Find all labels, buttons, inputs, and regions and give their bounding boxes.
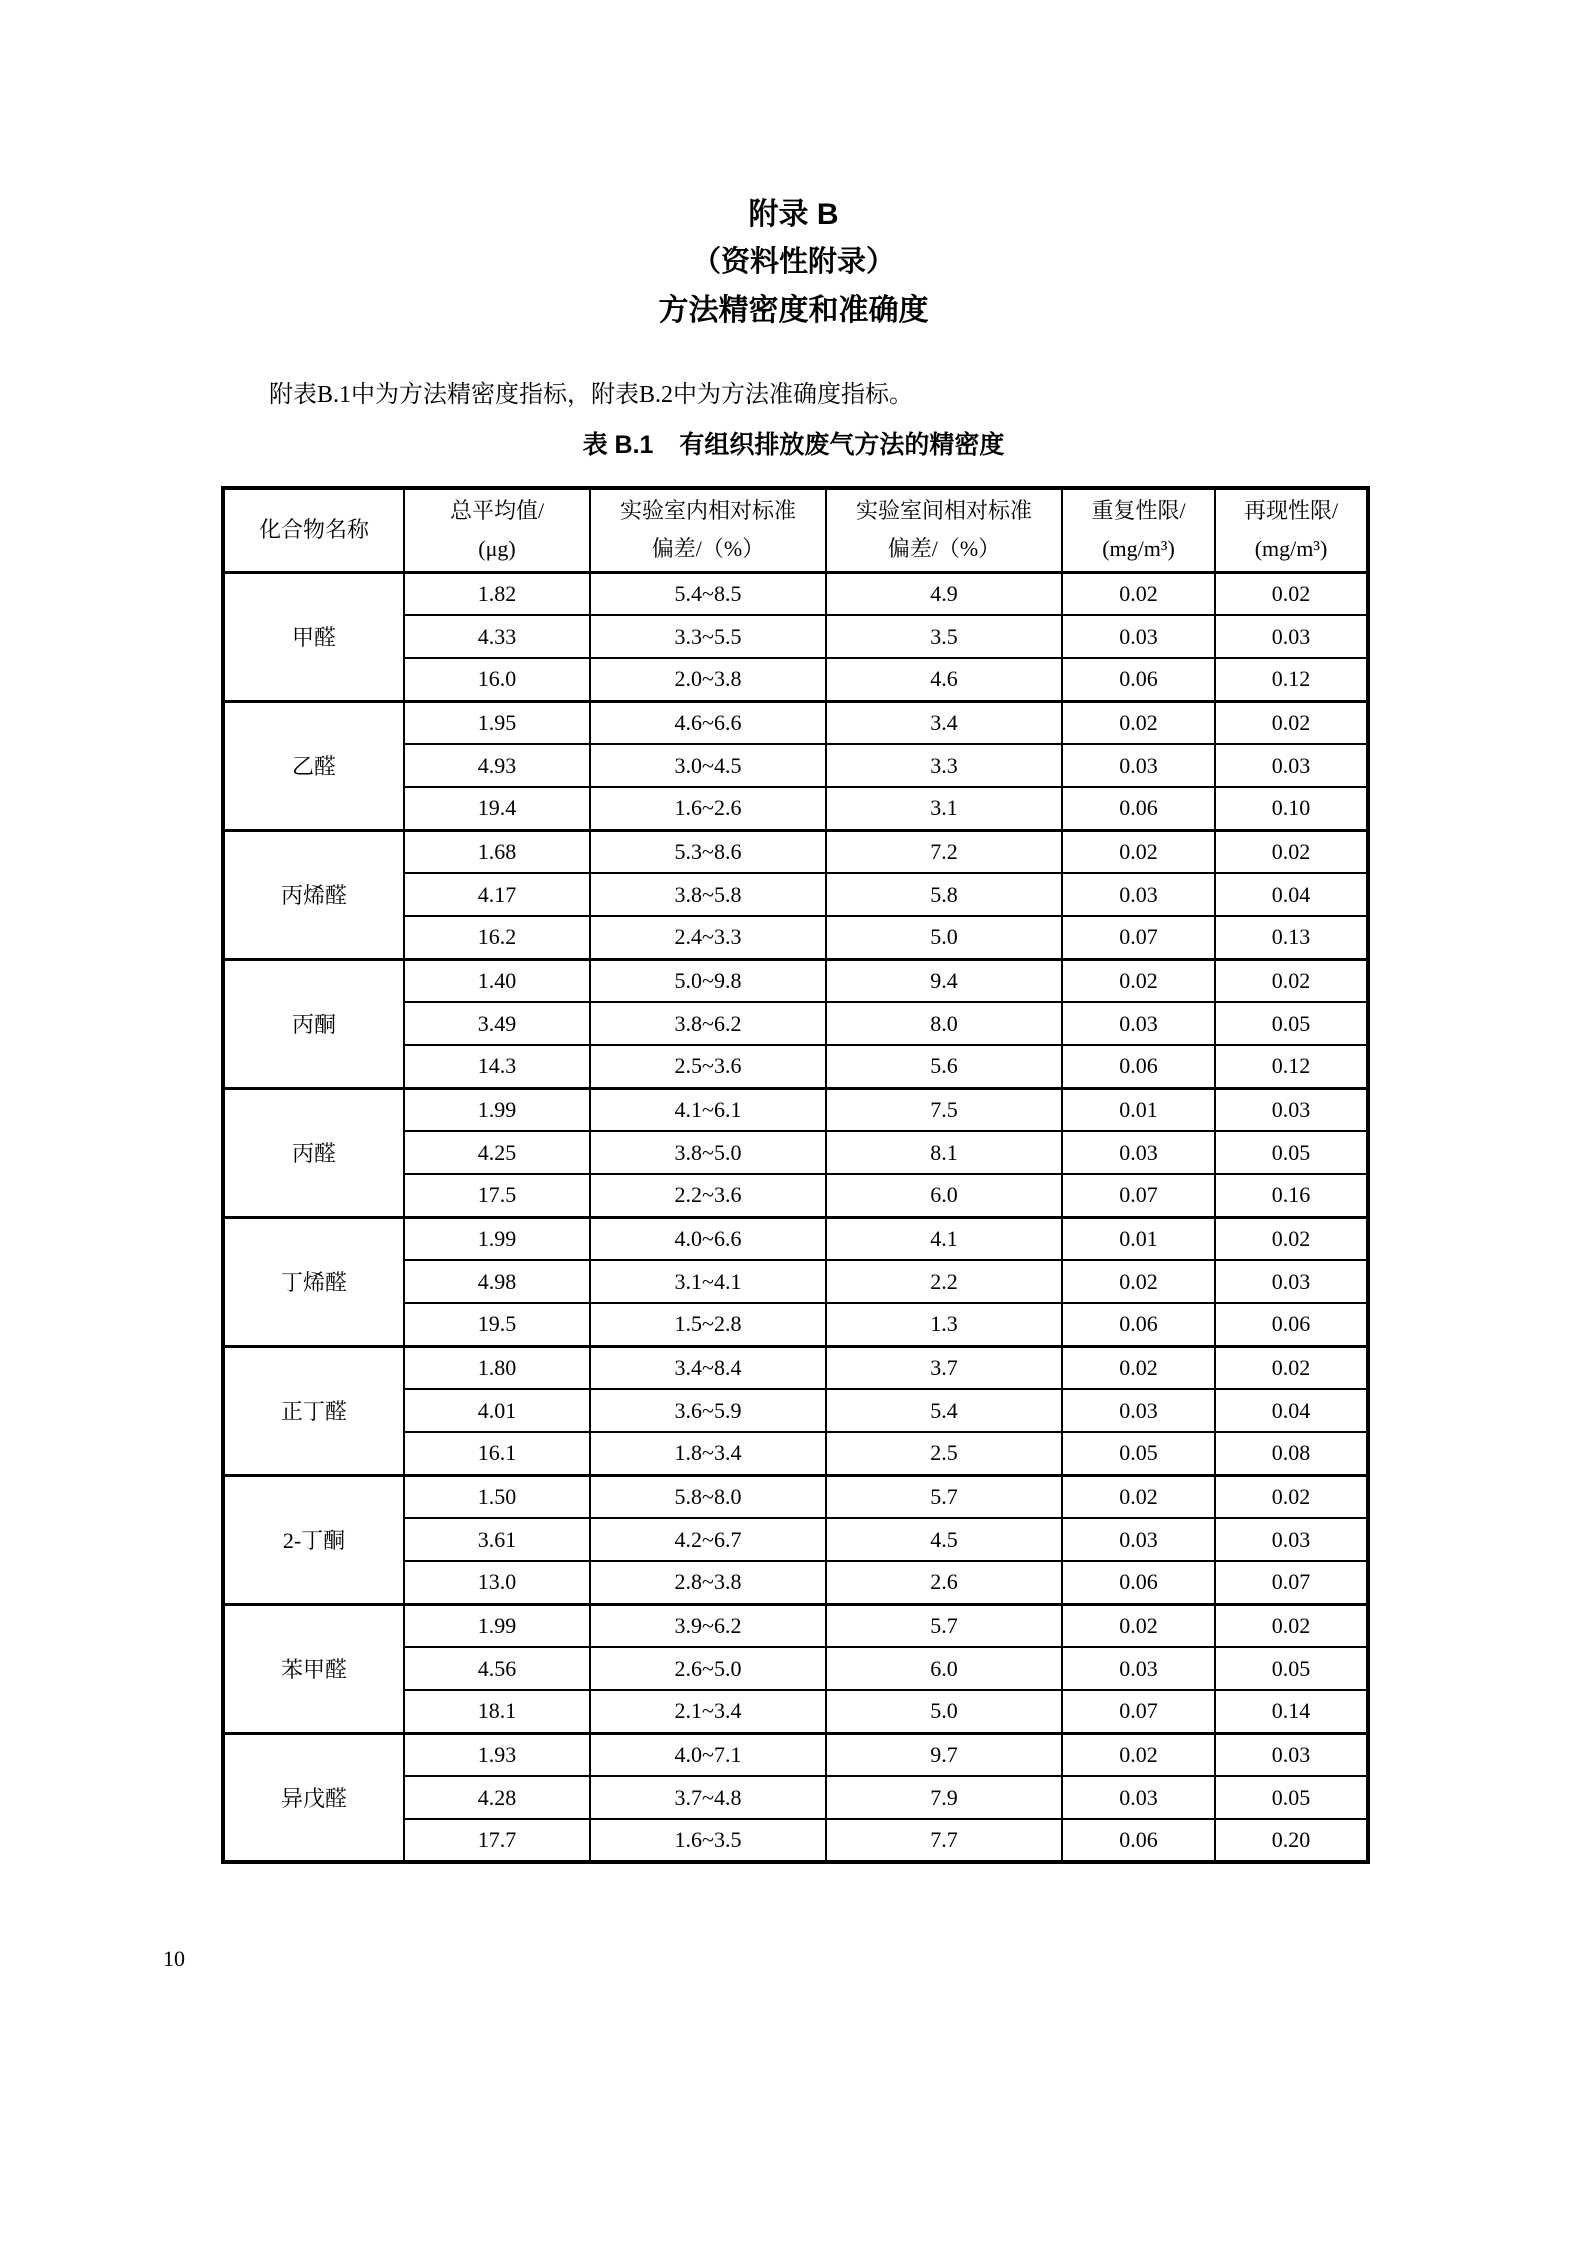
value-cell: 0.07: [1062, 1174, 1215, 1217]
value-cell: 5.7: [826, 1604, 1062, 1647]
value-cell: 5.7: [826, 1475, 1062, 1518]
value-cell: 2.0~3.8: [590, 658, 826, 701]
value-cell: 4.9: [826, 572, 1062, 615]
value-cell: 19.5: [404, 1303, 590, 1346]
value-cell: 3.1~4.1: [590, 1260, 826, 1303]
value-cell: 0.02: [1062, 1733, 1215, 1776]
table-row: [223, 1346, 1368, 1389]
value-cell: 4.6: [826, 658, 1062, 701]
value-cell: 1.3: [826, 1303, 1062, 1346]
table-row: [223, 1604, 1368, 1647]
appendix-heading: 方法精密度和准确度: [658, 294, 929, 327]
value-cell: 3.3: [826, 744, 1062, 787]
value-cell: 3.4: [826, 701, 1062, 744]
compound-name-cell: 苯甲醛: [223, 1604, 404, 1733]
value-cell: 0.02: [1062, 1475, 1215, 1518]
value-cell: 0.03: [1062, 1776, 1215, 1819]
value-cell: 0.07: [1062, 1690, 1215, 1733]
compound-name-cell: 2-丁酮: [223, 1475, 404, 1604]
value-cell: 0.03: [1062, 1647, 1215, 1690]
value-cell: 0.05: [1215, 1002, 1368, 1045]
value-cell: 0.14: [1215, 1690, 1368, 1733]
value-cell: 3.8~5.0: [590, 1131, 826, 1174]
value-cell: 0.16: [1215, 1174, 1368, 1217]
value-cell: 1.82: [404, 572, 590, 615]
table-caption-label: 表 B.1: [582, 431, 654, 459]
value-cell: 1.50: [404, 1475, 590, 1518]
value-cell: 0.03: [1215, 1518, 1368, 1561]
value-cell: 8.0: [826, 1002, 1062, 1045]
value-cell: 2.6~5.0: [590, 1647, 826, 1690]
value-cell: 0.03: [1215, 1088, 1368, 1131]
value-cell: 0.04: [1215, 1389, 1368, 1432]
compound-name-cell: 甲醛: [223, 572, 404, 701]
value-cell: 3.7~4.8: [590, 1776, 826, 1819]
value-cell: 4.93: [404, 744, 590, 787]
value-cell: 0.12: [1215, 658, 1368, 701]
value-cell: 13.0: [404, 1561, 590, 1604]
value-cell: 0.06: [1215, 1303, 1368, 1346]
value-cell: 4.56: [404, 1647, 590, 1690]
table-row: [223, 1733, 1368, 1776]
value-cell: 1.8~3.4: [590, 1432, 826, 1475]
value-cell: 17.7: [404, 1819, 590, 1862]
value-cell: 0.20: [1215, 1819, 1368, 1862]
value-cell: 3.0~4.5: [590, 744, 826, 787]
table-body: [223, 572, 1368, 1862]
value-cell: 0.06: [1062, 787, 1215, 830]
value-cell: 0.06: [1062, 1561, 1215, 1604]
value-cell: 5.0: [826, 1690, 1062, 1733]
value-cell: 0.06: [1062, 658, 1215, 701]
value-cell: 0.10: [1215, 787, 1368, 830]
value-cell: 0.04: [1215, 873, 1368, 916]
page-number: 10: [163, 1946, 185, 1971]
value-cell: 4.0~6.6: [590, 1217, 826, 1260]
value-cell: 3.1: [826, 787, 1062, 830]
value-cell: 0.03: [1062, 1389, 1215, 1432]
value-cell: 3.7: [826, 1346, 1062, 1389]
intro-paragraph: 附表B.1中为方法精密度指标，附表B.2中为方法准确度指标。: [269, 382, 914, 408]
value-cell: 0.03: [1062, 615, 1215, 658]
value-cell: 0.02: [1215, 701, 1368, 744]
value-cell: 14.3: [404, 1045, 590, 1088]
compound-name-cell: 乙醛: [223, 701, 404, 830]
value-cell: 0.02: [1215, 1217, 1368, 1260]
value-cell: 2.2: [826, 1260, 1062, 1303]
value-cell: 4.33: [404, 615, 590, 658]
value-cell: 3.6~5.9: [590, 1389, 826, 1432]
table-row: [223, 1475, 1368, 1518]
value-cell: 0.01: [1062, 1088, 1215, 1131]
value-cell: 1.80: [404, 1346, 590, 1389]
value-cell: 4.2~6.7: [590, 1518, 826, 1561]
compound-name-cell: 丙醛: [223, 1088, 404, 1217]
value-cell: 3.9~6.2: [590, 1604, 826, 1647]
value-cell: 9.7: [826, 1733, 1062, 1776]
value-cell: 0.03: [1215, 1733, 1368, 1776]
value-cell: 4.01: [404, 1389, 590, 1432]
table-row: [223, 1088, 1368, 1131]
value-cell: 4.17: [404, 873, 590, 916]
value-cell: 1.5~2.8: [590, 1303, 826, 1346]
value-cell: 0.03: [1062, 1002, 1215, 1045]
table-header-row: [223, 488, 1368, 572]
value-cell: 5.4: [826, 1389, 1062, 1432]
value-cell: 0.03: [1215, 744, 1368, 787]
value-cell: 0.07: [1062, 916, 1215, 959]
value-cell: 9.4: [826, 959, 1062, 1002]
value-cell: 16.0: [404, 658, 590, 701]
value-cell: 4.1: [826, 1217, 1062, 1260]
col-header-interlab-rsd: 实验室间相对标准 偏差/（%）: [826, 488, 1062, 572]
value-cell: 0.05: [1215, 1776, 1368, 1819]
value-cell: 16.2: [404, 916, 590, 959]
col-header-repeatability-limit: 重复性限/ (mg/m³): [1062, 488, 1215, 572]
table-row: [223, 572, 1368, 615]
value-cell: 5.4~8.5: [590, 572, 826, 615]
value-cell: 5.6: [826, 1045, 1062, 1088]
table-row: [223, 830, 1368, 873]
value-cell: 1.99: [404, 1604, 590, 1647]
table-row: [223, 701, 1368, 744]
value-cell: 2.2~3.6: [590, 1174, 826, 1217]
value-cell: 1.95: [404, 701, 590, 744]
value-cell: 0.05: [1215, 1647, 1368, 1690]
value-cell: 0.06: [1062, 1819, 1215, 1862]
value-cell: 3.4~8.4: [590, 1346, 826, 1389]
value-cell: 5.3~8.6: [590, 830, 826, 873]
value-cell: 1.6~2.6: [590, 787, 826, 830]
value-cell: 0.02: [1215, 830, 1368, 873]
value-cell: 0.02: [1215, 1604, 1368, 1647]
value-cell: 6.0: [826, 1174, 1062, 1217]
value-cell: 0.03: [1215, 1260, 1368, 1303]
value-cell: 0.02: [1215, 572, 1368, 615]
value-cell: 0.06: [1062, 1303, 1215, 1346]
value-cell: 0.02: [1062, 1260, 1215, 1303]
value-cell: 8.1: [826, 1131, 1062, 1174]
value-cell: 4.25: [404, 1131, 590, 1174]
value-cell: 6.0: [826, 1647, 1062, 1690]
value-cell: 3.8~5.8: [590, 873, 826, 916]
col-header-reproducibility-limit: 再现性限/ (mg/m³): [1215, 488, 1368, 572]
value-cell: 3.5: [826, 615, 1062, 658]
value-cell: 0.03: [1062, 873, 1215, 916]
compound-name-cell: 正丁醛: [223, 1346, 404, 1475]
value-cell: 0.05: [1215, 1131, 1368, 1174]
value-cell: 7.9: [826, 1776, 1062, 1819]
value-cell: 0.08: [1215, 1432, 1368, 1475]
value-cell: 1.99: [404, 1088, 590, 1131]
value-cell: 4.98: [404, 1260, 590, 1303]
value-cell: 3.3~5.5: [590, 615, 826, 658]
page-content: [221, 0, 1366, 1864]
value-cell: 0.03: [1062, 1131, 1215, 1174]
compound-name-cell: 丙酮: [223, 959, 404, 1088]
table-caption: [221, 430, 1366, 460]
appendix-title: 附录 B: [748, 198, 839, 231]
value-cell: 1.99: [404, 1217, 590, 1260]
value-cell: 0.03: [1062, 744, 1215, 787]
value-cell: 0.01: [1062, 1217, 1215, 1260]
value-cell: 0.05: [1062, 1432, 1215, 1475]
value-cell: 2.5: [826, 1432, 1062, 1475]
value-cell: 1.68: [404, 830, 590, 873]
value-cell: 4.5: [826, 1518, 1062, 1561]
value-cell: 4.28: [404, 1776, 590, 1819]
value-cell: 0.02: [1062, 1346, 1215, 1389]
compound-name-cell: 丁烯醛: [223, 1217, 404, 1346]
value-cell: 19.4: [404, 787, 590, 830]
value-cell: 4.1~6.1: [590, 1088, 826, 1131]
value-cell: 3.61: [404, 1518, 590, 1561]
col-header-total-average: 总平均值/ (μg): [404, 488, 590, 572]
appendix-subtitle: （资料性附录）: [691, 246, 895, 278]
value-cell: 2.6: [826, 1561, 1062, 1604]
value-cell: 0.02: [1215, 959, 1368, 1002]
value-cell: 17.5: [404, 1174, 590, 1217]
compound-name-cell: 丙烯醛: [223, 830, 404, 959]
value-cell: 4.0~7.1: [590, 1733, 826, 1776]
value-cell: 0.02: [1215, 1346, 1368, 1389]
value-cell: 16.1: [404, 1432, 590, 1475]
value-cell: 7.5: [826, 1088, 1062, 1131]
value-cell: 2.4~3.3: [590, 916, 826, 959]
value-cell: 5.0~9.8: [590, 959, 826, 1002]
value-cell: 3.49: [404, 1002, 590, 1045]
value-cell: 1.40: [404, 959, 590, 1002]
value-cell: 1.93: [404, 1733, 590, 1776]
value-cell: 0.06: [1062, 1045, 1215, 1088]
value-cell: 5.8: [826, 873, 1062, 916]
value-cell: 5.8~8.0: [590, 1475, 826, 1518]
value-cell: 2.5~3.6: [590, 1045, 826, 1088]
value-cell: 0.02: [1062, 701, 1215, 744]
value-cell: 0.02: [1062, 959, 1215, 1002]
value-cell: 0.12: [1215, 1045, 1368, 1088]
col-header-compound: 化合物名称: [223, 488, 404, 572]
value-cell: 5.0: [826, 916, 1062, 959]
value-cell: 0.02: [1062, 1604, 1215, 1647]
compound-name-cell: 异戊醛: [223, 1733, 404, 1862]
value-cell: 2.8~3.8: [590, 1561, 826, 1604]
table-row: [223, 1217, 1368, 1260]
value-cell: 4.6~6.6: [590, 701, 826, 744]
value-cell: 0.03: [1215, 615, 1368, 658]
value-cell: 18.1: [404, 1690, 590, 1733]
value-cell: 0.02: [1062, 572, 1215, 615]
table-caption-title: 有组织排放废气方法的精密度: [679, 431, 1005, 459]
value-cell: 0.02: [1062, 830, 1215, 873]
value-cell: 0.03: [1062, 1518, 1215, 1561]
value-cell: 0.13: [1215, 916, 1368, 959]
value-cell: 1.6~3.5: [590, 1819, 826, 1862]
col-header-intralab-rsd: 实验室内相对标准 偏差/（%）: [590, 488, 826, 572]
value-cell: 3.8~6.2: [590, 1002, 826, 1045]
value-cell: 2.1~3.4: [590, 1690, 826, 1733]
value-cell: 0.07: [1215, 1561, 1368, 1604]
precision-table: [221, 486, 1370, 1864]
value-cell: 0.02: [1215, 1475, 1368, 1518]
table-row: [223, 959, 1368, 1002]
value-cell: 7.7: [826, 1819, 1062, 1862]
value-cell: 7.2: [826, 830, 1062, 873]
